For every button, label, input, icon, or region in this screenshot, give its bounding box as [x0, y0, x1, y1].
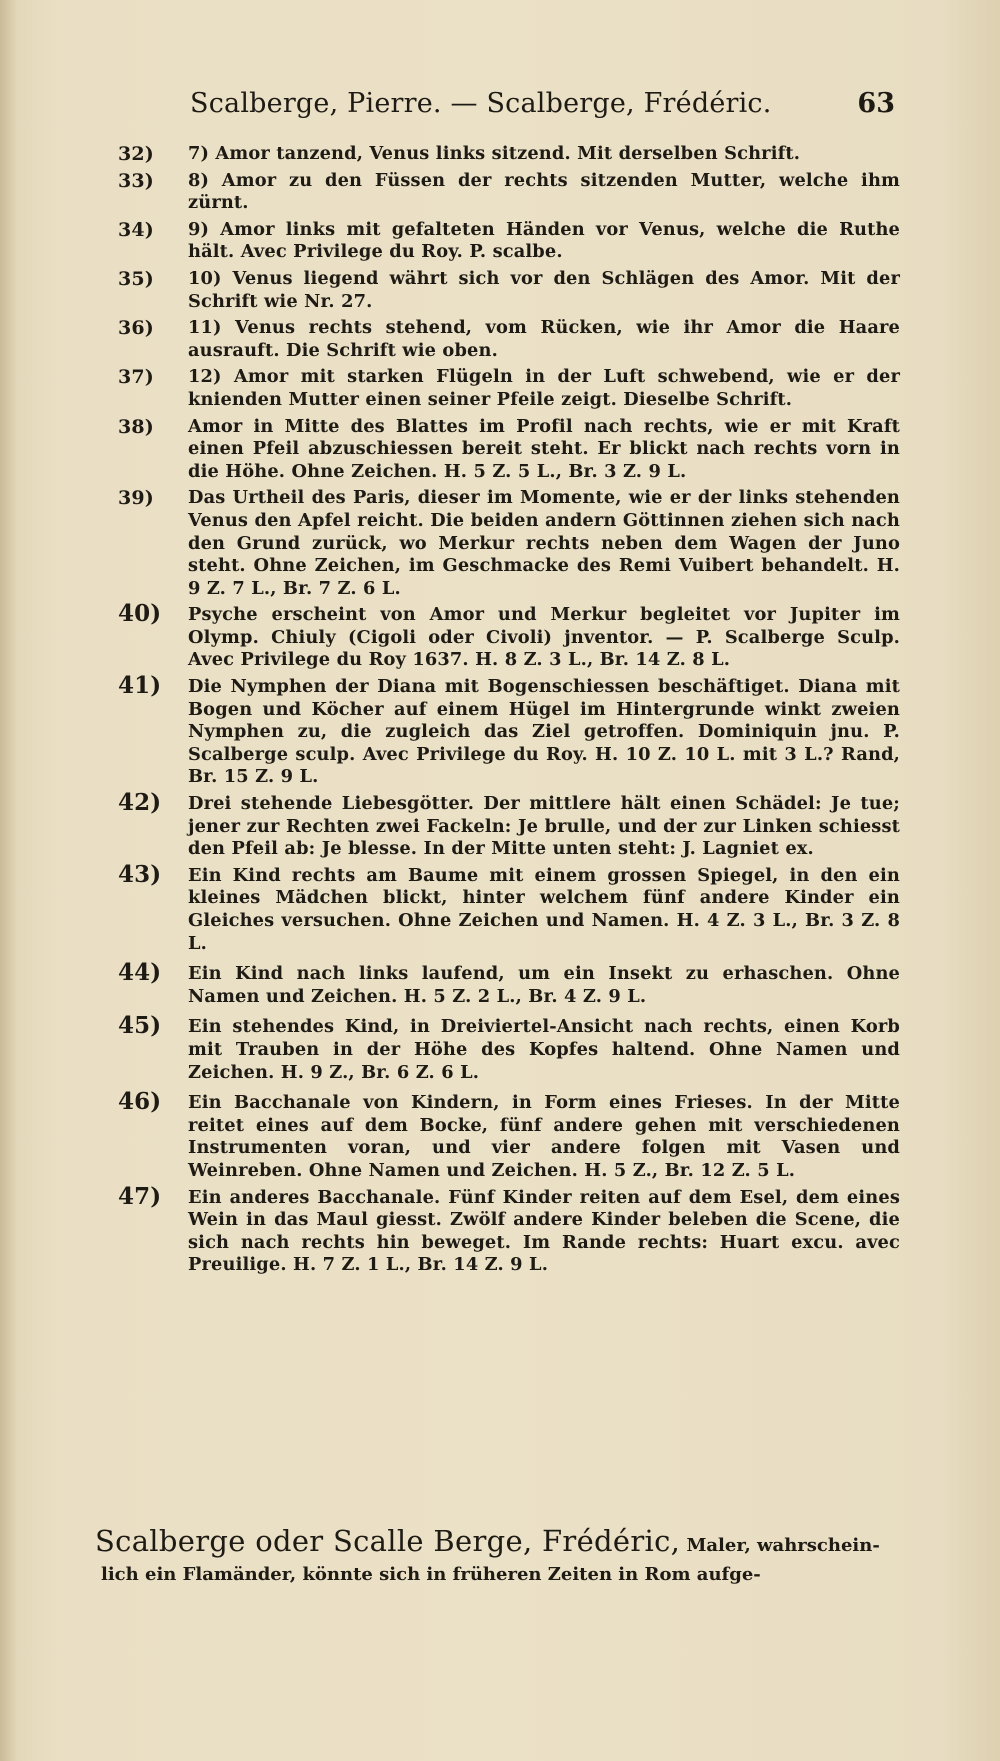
- entry-text: Das Urtheil des Paris, dieser im Momente, wie er der links stehenden Venus den Apfel reicht. Die beiden andern Göttinnen ziehen sich nach den Grund zurück, wo Merkur rechts neben dem Wagen der Juno steht. Ohne Zeichen, im Geschmacke des Remi Vuibert behandelt. H. 9 Z. 7 L., Br. 7 Z. 6 L.: [188, 487, 900, 599]
- entry-text: Ein Bacchanale von Kindern, in Form eines Frieses. In der Mitte reitet eines auf dem Bocke, fünf andere gehen mit verschiedenen Instrumenten voran, und vier andere folgen mit Vasen und Weinreben. Ohne Namen und Zeichen. H. 5 Z., Br. 12 Z. 5 L.: [188, 1092, 900, 1181]
- entry-46: [118, 1088, 900, 1182]
- entry-number: 32): [118, 143, 154, 165]
- page-number: 63: [857, 88, 895, 119]
- entry-36: [118, 317, 900, 362]
- entry-number: 47): [118, 1182, 162, 1210]
- entry-number: 44): [118, 959, 162, 987]
- entry-47: [118, 1182, 900, 1277]
- entry-text: Ein stehendes Kind, in Dreiviertel-Ansicht nach rechts, einen Korb mit Trauben in der Höhe des Kopfes haltend. Ohne Namen und Zeichen. H. 9 Z., Br. 6 Z. 6 L.: [188, 1016, 900, 1083]
- entry-number: 35): [118, 267, 154, 290]
- entry-42: [118, 789, 900, 861]
- entry-number: 45): [118, 1012, 162, 1040]
- entry-40: [118, 600, 900, 672]
- artist-name: Scalberge oder Scalle Berge, Frédéric,: [95, 1524, 681, 1558]
- entry-33: [118, 170, 900, 215]
- entry-43: [118, 860, 900, 955]
- entry-text: 7) Amor tanzend, Venus links sitzend. Mit derselben Schrift.: [188, 143, 801, 164]
- entry-number: 41): [118, 672, 162, 700]
- entry-text: 8) Amor zu den Füssen der rechts sitzenden Mutter, welche ihm zürnt.: [188, 169, 900, 214]
- entry-34: [118, 219, 900, 264]
- entry-text: Ein anderes Bacchanale. Fünf Kinder reiten auf dem Esel, dem eines Wein in das Maul giesst. Zwölf andere Kinder beleben die Scene, die sich nach rechts hin beweget. Im Rande rechts: Huart excu. avec Preuilige. H. 7 Z. 1 L., Br. 14 Z. 9 L.: [188, 1186, 900, 1276]
- entry-text: 10) Venus liegend währt sich vor den Schlägen des Amor. Mit der Schrift wie Nr. 27.: [188, 267, 900, 312]
- running-title: Scalberge, Pierre. — Scalberge, Frédéric.: [190, 88, 772, 119]
- entry-number: 36): [118, 317, 154, 340]
- entry-text: Amor in Mitte des Blattes im Profil nach rechts, wie er mit Kraft einen Pfeil abzuschiessen bereit steht. Er blickt nach rechts vorn in die Höhe. Ohne Zeichen. H. 5 Z. 5 L., Br. 3 Z. 9 L.: [188, 415, 900, 482]
- entry-number: 40): [118, 600, 162, 628]
- catalog-entries: [118, 143, 900, 1281]
- entry-text: Psyche erscheint von Amor und Merkur begleitet vor Jupiter im Olymp. Chiuly (Cigoli oder Civoli) jnventor. — P. Scalberge Sculp. Avec Privilege du Roy 1637. H. 8 Z. 3 L., Br. 14 Z. 8 L.: [188, 604, 900, 671]
- entry-41: [118, 672, 900, 789]
- entry-37: [118, 366, 900, 411]
- entry-text: Die Nymphen der Diana mit Bogenschiessen beschäftiget. Diana mit Bogen und Köcher auf einem Hügel im Hintergrunde winkt zweien Nymphen zu, die zugleich das Ziel getroffen. Dominiquin jnu. P. Scalberge sculp. Avec Privilege du Roy. H. 10 Z. 10 L. mit 3 L.? Rand, Br. 15 Z. 9 L.: [188, 676, 900, 788]
- entry-text: 12) Amor mit starken Flügeln in der Luft schwebend, wie er der knienden Mutter einen seiner Pfeile zeigt. Dieselbe Schrift.: [188, 366, 900, 410]
- entry-39: [118, 487, 900, 600]
- entry-number: 42): [118, 789, 162, 817]
- entry-35: [118, 268, 900, 313]
- entry-45: [118, 1012, 900, 1084]
- entry-38: [118, 416, 900, 484]
- next-artist-entry: [95, 1524, 910, 1589]
- entry-text: Ein Kind rechts am Baume mit einem grossen Spiegel, in den ein kleines Mädchen blickt, hinter welchem fünf andere Kinder ein Gleiches versuchen. Ohne Zeichen und Namen. H. 4 Z. 3 L., Br. 3 Z. 8 L.: [188, 864, 900, 954]
- entry-number: 46): [118, 1088, 162, 1116]
- artist-description-start: Maler, wahrschein-: [686, 1535, 880, 1556]
- artist-description-continued: lich ein Flamänder, könnte sich in früheren Zeiten in Rom aufge-: [101, 1564, 761, 1585]
- running-header: [190, 88, 895, 128]
- entry-number: 33): [118, 169, 154, 192]
- entry-number: 34): [118, 218, 154, 241]
- entry-text: 9) Amor links mit gefalteten Händen vor Venus, welche die Ruthe hält. Avec Privilege du Roy. P. scalbe.: [188, 218, 900, 263]
- entry-number: 38): [118, 415, 154, 438]
- entry-number: 43): [118, 860, 162, 888]
- entry-44: [118, 959, 900, 1008]
- entry-text: Ein Kind nach links laufend, um ein Insekt zu erhaschen. Ohne Namen und Zeichen. H. 5 Z. 2 L., Br. 4 Z. 9 L.: [188, 963, 900, 1007]
- entry-number: 37): [118, 366, 154, 389]
- entry-text: Drei stehende Liebesgötter. Der mittlere hält einen Schädel: Je tue; jener zur Rechten zwei Fackeln: Je brulle, und der zur Linken schiesst den Pfeil ab: Je blesse. In der Mitte unten steht: J. Lagniet ex.: [188, 793, 900, 860]
- entry-32: [118, 143, 900, 166]
- entry-text: 11) Venus rechts stehend, vom Rücken, wie ihr Amor die Haare ausrauft. Die Schrift wie oben.: [188, 317, 900, 361]
- entry-number: 39): [118, 487, 154, 510]
